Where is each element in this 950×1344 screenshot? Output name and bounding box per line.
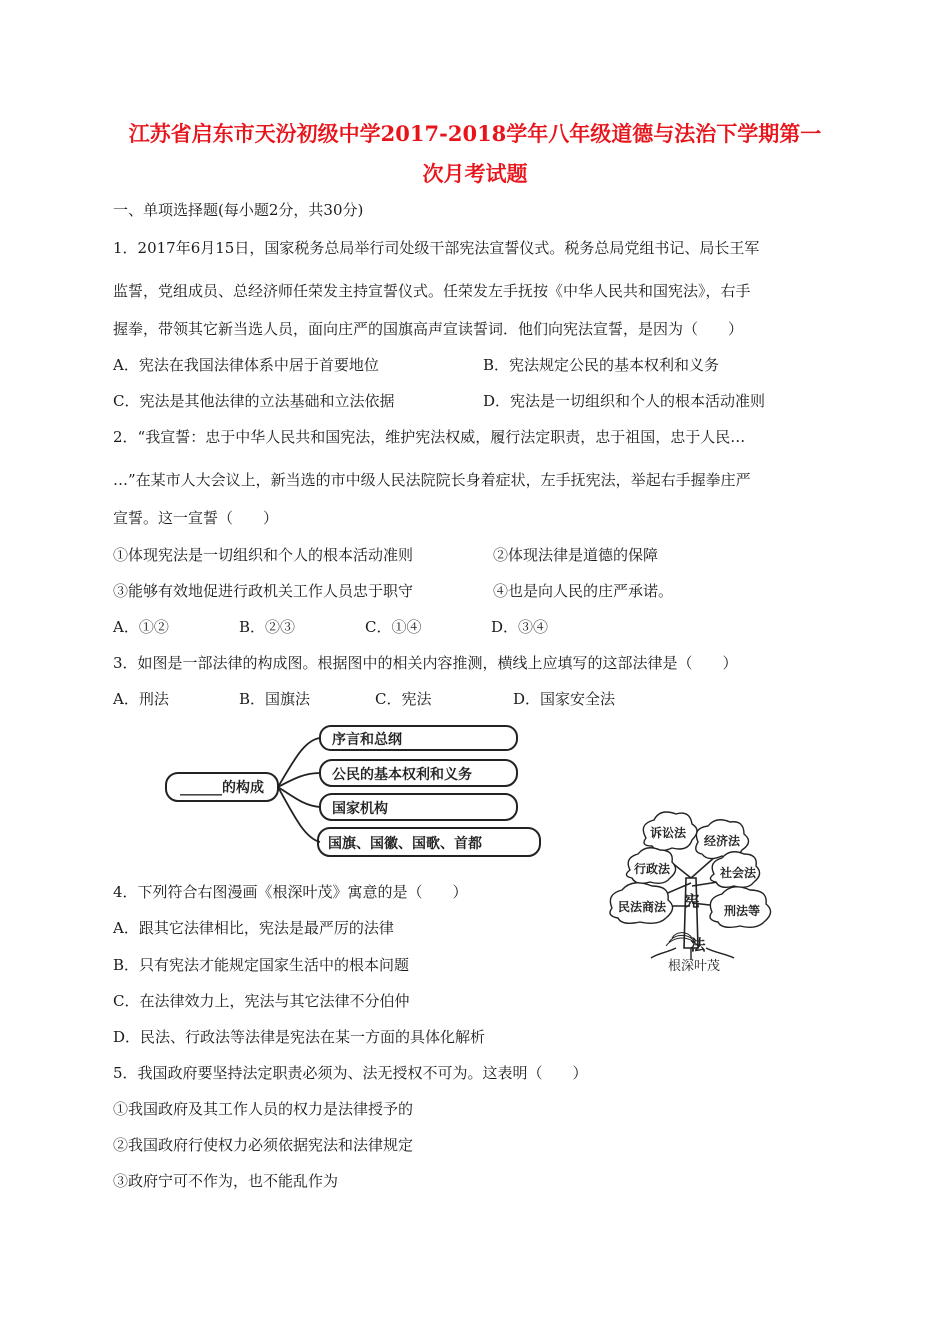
trunk-label: 宪 [684,892,700,910]
q1-option-c: C．宪法是其他法律的立法基础和立法依据 [113,392,395,410]
law-structure-diagram [160,718,550,863]
q2-option-a: A．①② [113,618,169,636]
leaf-label-1: 诉讼法 [649,826,687,840]
q3-option-a: A．刑法 [113,690,169,708]
q4-option-b: B．只有宪法才能规定国家生活中的根本问题 [113,956,410,974]
q5-stem: 5．我国政府要坚持法定职责必须为、法无授权不可为。这表明（ ） [113,1064,588,1082]
q5-statement-1: ①我国政府及其工作人员的权力是法律授予的 [113,1100,414,1118]
q1-stem-line1: 1．2017年6月15日，国家税务总局举行司处级干部宪法宣誓仪式。税务总局党组书记、局长王军 [113,239,760,257]
q2-options [113,617,548,637]
q2-statement-3: ③能够有效地促进行政机关工作人员忠于职守 [113,582,414,600]
q4-option-c: C．在法律效力上，宪法与其它法律不分伯仲 [113,992,410,1010]
q2-stem-line2: …”在某市人大会议上，新当选的市中级人民法院院长身着症状，左手抚宪法，举起右手握拳庄严 [113,471,751,489]
q1-option-a: A．宪法在我国法律体系中居于首要地位 [113,356,379,374]
leaf-label-4: 社会法 [719,866,757,880]
leaf-label-3: 行政法 [633,862,671,876]
root-deep-leaf-lush-cartoon [606,808,782,974]
diagram-item-2: 公民的基本权利和义务 [332,767,472,783]
q2-option-c: C．①④ [365,618,422,636]
q3-stem: 3．如图是一部法律的构成图。根据图中的相关内容推测，横线上应填写的这部法律是（ ） [113,654,738,672]
root-label: 法 [690,936,706,954]
section-heading: 一、单项选择题(每小题2分，共30分) [113,201,364,219]
exam-title-line2: 次月考试题 [422,161,528,186]
q2-option-d: D．③④ [491,618,549,636]
q2-stem-line1: 2．“我宣誓：忠于中华人民共和国宪法，维护宪法权威，履行法定职责，忠于祖国，忠于人民… [113,428,746,446]
q3-option-b: B．国旗法 [239,690,311,708]
q2-option-b: B．②③ [239,618,296,636]
q2-statement-4: ④也是向人民的庄严承诺。 [493,582,674,600]
diagram-root-label: ______的构成 [180,780,264,796]
q2-statement-2: ②体现法律是道德的保障 [493,546,659,564]
q1-stem-line3: 握拳，带领其它新当选人员，面向庄严的国旗高声宣读誓词．他们向宪法宣誓，是因为（ ） [113,320,744,338]
leaf-label-2: 经济法 [703,834,741,848]
q1-stem-line2: 监誓，党组成员、总经济师任荣发主持宣誓仪式。任荣发左手抚按《中华人民共和国宪法》，右手 [113,282,751,300]
diagram-item-1: 序言和总纲 [332,732,402,748]
diagram-item-4: 国旗、国徽、国歌、首都 [328,836,482,852]
q1-option-d: D．宪法是一切组织和个人的根本活动准则 [483,392,766,410]
q5-statement-3: ③政府宁可不作为，也不能乱作为 [113,1172,339,1190]
cartoon-caption: 根深叶茂 [667,959,721,974]
diagram-item-3: 国家机构 [332,801,388,817]
leaf-label-5: 民法商法 [617,900,667,914]
q1-option-b: B．宪法规定公民的基本权利和义务 [483,356,720,374]
q4-option-d: D．民法、行政法等法律是宪法在某一方面的具体化解析 [113,1028,486,1046]
exam-title-line1: 江苏省启东市天汾初级中学2017-2018学年八年级道德与法治下学期第一 [128,121,822,146]
q3-option-c: C．宪法 [375,690,432,708]
q3-option-d: D．国家安全法 [513,690,616,708]
q2-stem-line3: 宣誓。这一宣誓（ ） [113,509,279,527]
leaf-label-6: 刑法等 [723,904,761,918]
q2-statement-1: ①体现宪法是一切组织和个人的根本活动准则 [113,546,414,564]
q5-statement-2: ②我国政府行使权力必须依据宪法和法律规定 [113,1136,414,1154]
q4-option-a: A．跟其它法律相比，宪法是最严厉的法律 [113,919,394,937]
q4-stem: 4．下列符合右图漫画《根深叶茂》寓意的是（ ） [113,883,468,901]
q3-options [113,689,615,709]
